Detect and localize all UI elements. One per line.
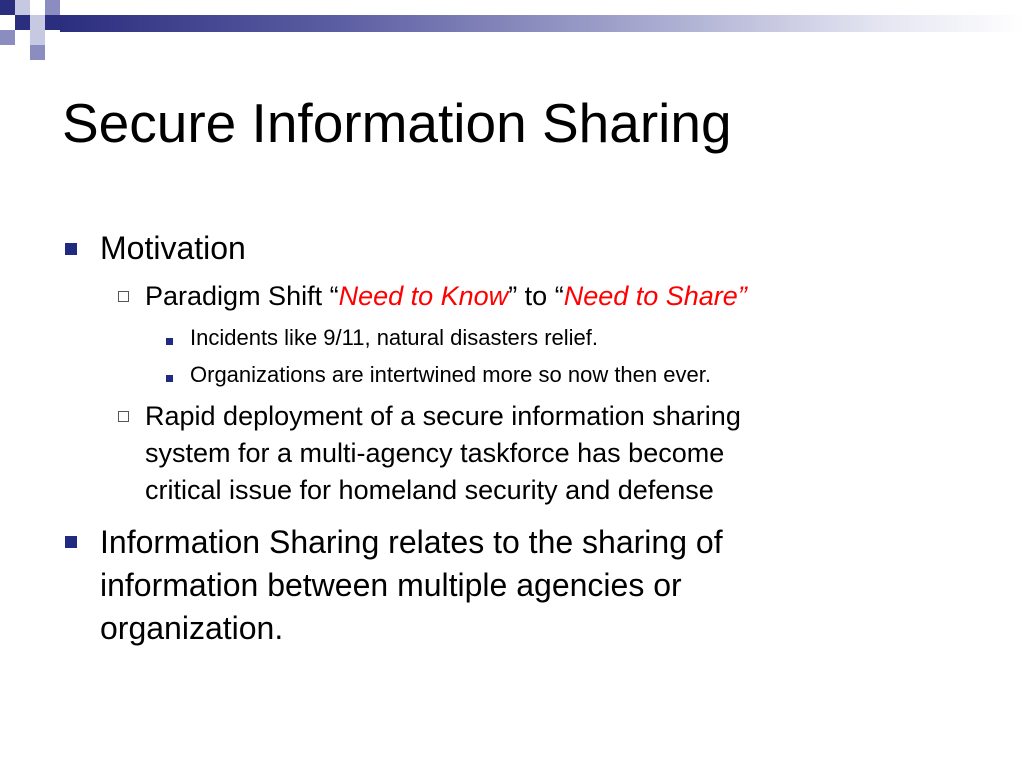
header-gradient-bar [60, 15, 1024, 32]
rapid-line: Rapid deployment of a secure information sharing [145, 401, 741, 431]
decor-square [15, 0, 30, 15]
bullet-hollow-square-icon [118, 291, 129, 302]
decor-square [0, 30, 15, 45]
info-line: Information Sharing relates to the sharing of [100, 524, 723, 560]
info-line: information between multiple agencies or [100, 567, 682, 603]
bullet-motivation: Motivation [100, 230, 246, 266]
decor-square [30, 45, 45, 60]
paradigm-middle: ” to “ [508, 281, 564, 311]
bullet-incidents: Incidents like 9/11, natural disasters relief. [190, 325, 599, 350]
decor-square [15, 15, 30, 30]
decor-square [30, 15, 45, 30]
bullet-square-icon [65, 243, 77, 255]
rapid-line: system for a multi-agency taskforce has become [145, 438, 725, 468]
info-line: organization. [100, 610, 284, 646]
bullet-hollow-square-icon [118, 411, 129, 422]
decor-square [45, 0, 60, 15]
decor-square [30, 30, 45, 45]
slide-title: Secure Information Sharing [62, 92, 732, 154]
rapid-line: critical issue for homeland security and defense [145, 475, 714, 505]
bullet-small-square-icon [166, 375, 173, 382]
decor-square [0, 0, 15, 15]
bullet-paradigm-shift [145, 278, 747, 315]
bullet-small-square-icon [166, 338, 173, 345]
decor-square [45, 15, 60, 30]
bullet-organizations: Organizations are intertwined more so now then ever. [190, 362, 711, 387]
need-to-know-text: Need to Know [338, 281, 509, 311]
bullet-square-icon [65, 536, 77, 548]
need-to-share-text: Need to Share” [563, 281, 747, 311]
paradigm-prefix: Paradigm Shift “ [145, 281, 339, 311]
bullet-rapid-deployment [145, 398, 945, 509]
bullet-information-sharing [100, 521, 980, 650]
